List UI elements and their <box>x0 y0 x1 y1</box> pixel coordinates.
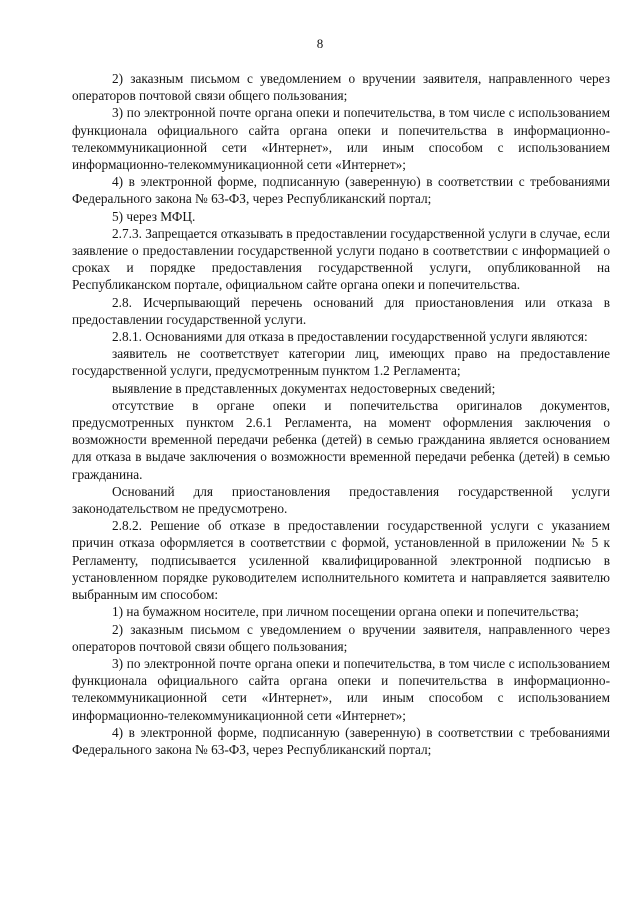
paragraph: заявитель не соответствует категории лиц, имеющих право на предоставление государственной услуги, предусмотренным пунктом 1.2 Регламента; <box>72 346 610 379</box>
paragraph: 4) в электронной форме, подписанную (заверенную) в соответствии с требованиями Федерального закона № 63-ФЗ, через Республиканский портал; <box>72 174 610 207</box>
paragraph: 3) по электронной почте органа опеки и попечительства, в том числе с использованием функционала официального сайта органа опеки и попечительства в информационно-телекоммуникационной сети «Интернет», или иным способом с использованием информационно-телекоммуникационной сети «Интернет»; <box>72 105 610 173</box>
paragraph: 2.8.1. Основаниями для отказа в предоставлении государственной услуги являются: <box>112 329 588 345</box>
paragraph: 2.7.3. Запрещается отказывать в предоставлении государственной услуги в случае, если заявление о предоставлении государственной услуги подано в соответствии с информацией о сроках и порядке предоставления государственной услуги, опубликованной на Республиканском портале, официальном сайте органа опеки и попечительства. <box>72 225 610 293</box>
paragraph: 2.8.2. Решение об отказе в предоставлении государственной услуги с указанием причин отказа оформляется в соответствии с формой, установленной в приложении № 5 к Регламенту, подписывается усиленной квалифицированной электронной подписью в установленном порядке руководителем исполнительного комитета и направляется заявителю выбранным им способом: <box>72 518 610 603</box>
paragraph: отсутствие в органе опеки и попечительства оригиналов документов, предусмотренных пунктом 2.6.1 Регламента, на момент оформления заключения о возможности временной передачи ребенка (детей) в семью гражданина является основанием для отказа в выдаче заключения о возможности временной передачи ребенка (детей) в семью гражданина. <box>72 397 610 482</box>
paragraph: 3) по электронной почте органа опеки и попечительства, в том числе с использованием функционала официального сайта органа опеки и попечительства в информационно-телекоммуникационной сети «Интернет», или иным способом с использованием информационно-телекоммуникационной сети «Интернет»; <box>72 655 610 723</box>
paragraph: 1) на бумажном носителе, при личном посещении органа опеки и попечительства; <box>112 604 579 620</box>
document-body <box>72 70 610 758</box>
paragraph: Оснований для приостановления предоставления государственной услуги законодательством не предусмотрено. <box>72 483 610 517</box>
paragraph: 2.8. Исчерпывающий перечень оснований для приостановления или отказа в предоставлении государственной услуги. <box>72 294 610 327</box>
paragraph: выявление в представленных документах недостоверных сведений; <box>112 380 496 396</box>
paragraph: 2) заказным письмом с уведомлением о вручении заявителя, направленного через операторов почтовой связи общего пользования; <box>72 621 610 654</box>
paragraph: 5) через МФЦ. <box>112 208 196 224</box>
page-number: 8 <box>316 36 324 51</box>
paragraph: 4) в электронной форме, подписанную (заверенную) в соответствии с требованиями Федерального закона № 63-ФЗ, через Республиканский портал; <box>72 724 610 757</box>
paragraph: 2) заказным письмом с уведомлением о вручении заявителя, направленного через операторов почтовой связи общего пользования; <box>72 71 610 104</box>
